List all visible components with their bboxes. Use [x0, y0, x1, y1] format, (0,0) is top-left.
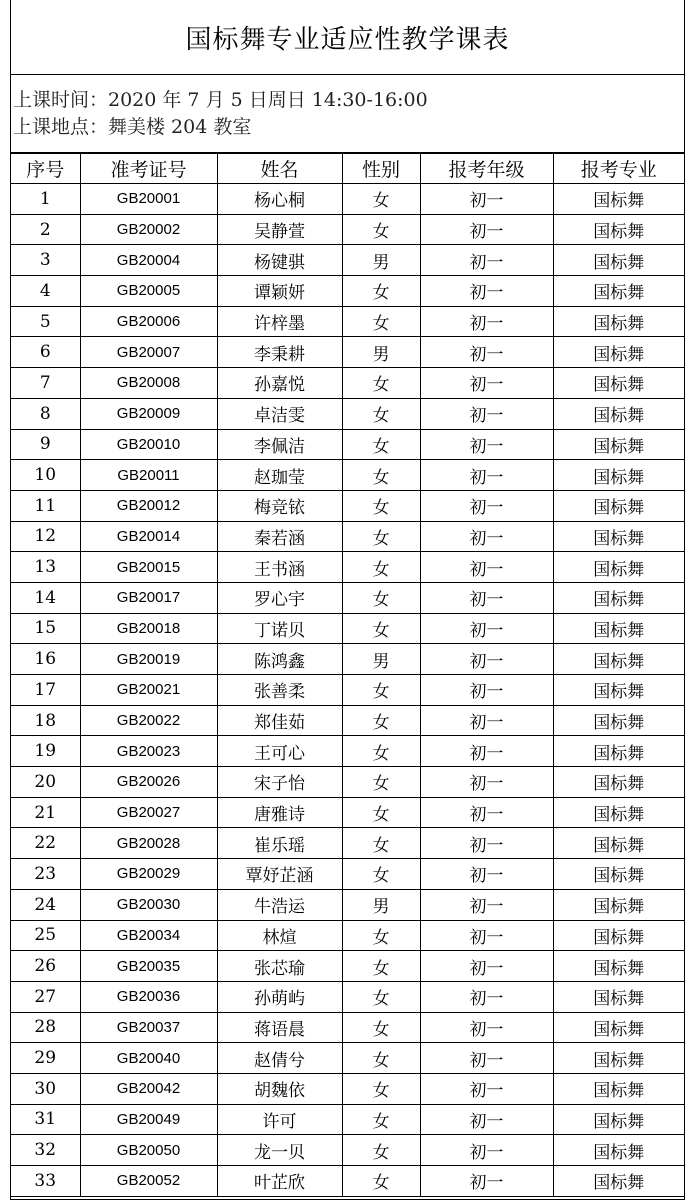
grade-cell: 初一 — [420, 552, 553, 583]
gender-cell: 女 — [342, 1135, 420, 1166]
major-cell: 国标舞 — [553, 613, 684, 644]
grade-cell: 初一 — [420, 306, 553, 337]
major-cell: 国标舞 — [553, 184, 684, 215]
grade-cell: 初一 — [420, 1012, 553, 1043]
exam-id-cell: GB20034 — [80, 920, 217, 951]
seq-cell: 13 — [11, 552, 80, 583]
table-body — [11, 184, 684, 1197]
grade-cell: 初一 — [420, 736, 553, 767]
seq-cell: 21 — [11, 797, 80, 828]
table-row — [11, 981, 684, 1012]
name-cell: 梅竞铱 — [217, 490, 342, 521]
seq-cell: 15 — [11, 613, 80, 644]
grade-cell: 初一 — [420, 398, 553, 429]
name-cell: 李佩洁 — [217, 429, 342, 460]
seq-cell: 6 — [11, 337, 80, 368]
seq-cell: 18 — [11, 705, 80, 736]
name-cell: 孙萌屿 — [217, 981, 342, 1012]
seq-cell: 32 — [11, 1135, 80, 1166]
gender-cell: 女 — [342, 920, 420, 951]
seq-cell: 29 — [11, 1043, 80, 1074]
class-location: 上课地点：舞美楼 204 教室 — [13, 116, 252, 138]
major-cell: 国标舞 — [553, 828, 684, 859]
gender-cell: 男 — [342, 337, 420, 368]
gender-cell: 女 — [342, 828, 420, 859]
seq-cell: 2 — [11, 214, 80, 245]
grade-cell: 初一 — [420, 490, 553, 521]
grade-cell: 初一 — [420, 582, 553, 613]
table-row — [11, 1073, 684, 1104]
grade-cell: 初一 — [420, 1104, 553, 1135]
major-cell: 国标舞 — [553, 644, 684, 675]
major-cell: 国标舞 — [553, 521, 684, 552]
major-cell: 国标舞 — [553, 245, 684, 276]
exam-id-cell: GB20014 — [80, 521, 217, 552]
major-cell: 国标舞 — [553, 797, 684, 828]
gender-cell: 男 — [342, 644, 420, 675]
exam-id-cell: GB20030 — [80, 889, 217, 920]
grade-cell: 初一 — [420, 675, 553, 706]
table-row — [11, 582, 684, 613]
major-cell: 国标舞 — [553, 582, 684, 613]
grade-cell: 初一 — [420, 1073, 553, 1104]
gender-cell: 女 — [342, 1012, 420, 1043]
seq-cell: 20 — [11, 767, 80, 798]
gender-cell: 女 — [342, 1166, 420, 1197]
major-cell: 国标舞 — [553, 1166, 684, 1197]
grade-cell: 初一 — [420, 1166, 553, 1197]
name-cell: 唐雅诗 — [217, 797, 342, 828]
seq-cell: 33 — [11, 1166, 80, 1197]
col-header-major: 报考专业 — [553, 154, 684, 184]
name-cell: 李秉耕 — [217, 337, 342, 368]
seq-cell: 30 — [11, 1073, 80, 1104]
table-row — [11, 675, 684, 706]
seq-cell: 26 — [11, 951, 80, 982]
gender-cell: 女 — [342, 490, 420, 521]
table-row — [11, 429, 684, 460]
name-cell: 吴静萱 — [217, 214, 342, 245]
exam-id-cell: GB20052 — [80, 1166, 217, 1197]
exam-id-cell: GB20035 — [80, 951, 217, 982]
gender-cell: 女 — [342, 1073, 420, 1104]
name-cell: 王书涵 — [217, 552, 342, 583]
gender-cell: 女 — [342, 797, 420, 828]
gender-cell: 女 — [342, 1043, 420, 1074]
gender-cell: 女 — [342, 767, 420, 798]
grade-cell: 初一 — [420, 184, 553, 215]
major-cell: 国标舞 — [553, 398, 684, 429]
exam-id-cell: GB20001 — [80, 184, 217, 215]
table-row — [11, 368, 684, 399]
col-header-gender: 性别 — [342, 154, 420, 184]
col-header-name: 姓名 — [217, 154, 342, 184]
exam-id-cell: GB20023 — [80, 736, 217, 767]
grade-cell: 初一 — [420, 276, 553, 307]
table-row — [11, 306, 684, 337]
seq-cell: 17 — [11, 675, 80, 706]
major-cell: 国标舞 — [553, 1043, 684, 1074]
exam-id-cell: GB20022 — [80, 705, 217, 736]
major-cell: 国标舞 — [553, 460, 684, 491]
grade-cell: 初一 — [420, 337, 553, 368]
gender-cell: 女 — [342, 521, 420, 552]
grade-cell: 初一 — [420, 460, 553, 491]
grade-cell: 初一 — [420, 951, 553, 982]
exam-id-cell: GB20008 — [80, 368, 217, 399]
grade-cell: 初一 — [420, 245, 553, 276]
name-cell: 孙嘉悦 — [217, 368, 342, 399]
exam-id-cell: GB20036 — [80, 981, 217, 1012]
gender-cell: 女 — [342, 736, 420, 767]
name-cell: 郑佳茹 — [217, 705, 342, 736]
table-row — [11, 705, 684, 736]
major-cell: 国标舞 — [553, 675, 684, 706]
major-cell: 国标舞 — [553, 920, 684, 951]
major-cell: 国标舞 — [553, 1135, 684, 1166]
seq-cell: 28 — [11, 1012, 80, 1043]
grade-cell: 初一 — [420, 613, 553, 644]
seq-cell: 27 — [11, 981, 80, 1012]
major-cell: 国标舞 — [553, 705, 684, 736]
name-cell: 宋子怡 — [217, 767, 342, 798]
gender-cell: 女 — [342, 184, 420, 215]
seq-cell: 9 — [11, 429, 80, 460]
seq-cell: 3 — [11, 245, 80, 276]
table-row — [11, 767, 684, 798]
seq-cell: 11 — [11, 490, 80, 521]
exam-id-cell: GB20049 — [80, 1104, 217, 1135]
seq-cell: 31 — [11, 1104, 80, 1135]
student-table — [11, 153, 684, 1197]
grade-cell: 初一 — [420, 767, 553, 798]
grade-cell: 初一 — [420, 1043, 553, 1074]
seq-cell: 14 — [11, 582, 80, 613]
col-header-exam-id: 准考证号 — [80, 154, 217, 184]
name-cell: 胡魏依 — [217, 1073, 342, 1104]
seq-cell: 16 — [11, 644, 80, 675]
seq-cell: 12 — [11, 521, 80, 552]
name-cell: 丁诺贝 — [217, 613, 342, 644]
grade-cell: 初一 — [420, 521, 553, 552]
table-row — [11, 184, 684, 215]
table-row — [11, 521, 684, 552]
name-cell: 秦若涵 — [217, 521, 342, 552]
exam-id-cell: GB20010 — [80, 429, 217, 460]
major-cell: 国标舞 — [553, 951, 684, 982]
gender-cell: 女 — [342, 951, 420, 982]
gender-cell: 男 — [342, 889, 420, 920]
table-row — [11, 1104, 684, 1135]
name-cell: 杨键骐 — [217, 245, 342, 276]
table-row — [11, 889, 684, 920]
name-cell: 杨心桐 — [217, 184, 342, 215]
table-row — [11, 490, 684, 521]
gender-cell: 女 — [342, 613, 420, 644]
name-cell: 崔乐瑶 — [217, 828, 342, 859]
table-row — [11, 797, 684, 828]
name-cell: 许可 — [217, 1104, 342, 1135]
name-cell: 许梓墨 — [217, 306, 342, 337]
exam-id-cell: GB20042 — [80, 1073, 217, 1104]
exam-id-cell: GB20050 — [80, 1135, 217, 1166]
gender-cell: 女 — [342, 429, 420, 460]
exam-id-cell: GB20005 — [80, 276, 217, 307]
exam-id-cell: GB20029 — [80, 859, 217, 890]
table-row — [11, 828, 684, 859]
exam-id-cell: GB20007 — [80, 337, 217, 368]
grade-cell: 初一 — [420, 859, 553, 890]
exam-id-cell: GB20021 — [80, 675, 217, 706]
grade-cell: 初一 — [420, 1135, 553, 1166]
gender-cell: 女 — [342, 981, 420, 1012]
major-cell: 国标舞 — [553, 214, 684, 245]
col-header-grade: 报考年级 — [420, 154, 553, 184]
exam-id-cell: GB20018 — [80, 613, 217, 644]
table-row — [11, 1012, 684, 1043]
major-cell: 国标舞 — [553, 767, 684, 798]
seq-cell: 4 — [11, 276, 80, 307]
name-cell: 覃妤芷涵 — [217, 859, 342, 890]
table-row — [11, 1043, 684, 1074]
seq-cell: 1 — [11, 184, 80, 215]
exam-id-cell: GB20026 — [80, 767, 217, 798]
exam-id-cell: GB20017 — [80, 582, 217, 613]
exam-id-cell: GB20037 — [80, 1012, 217, 1043]
table-row — [11, 859, 684, 890]
table-row — [11, 951, 684, 982]
grade-cell: 初一 — [420, 368, 553, 399]
gender-cell: 女 — [342, 552, 420, 583]
class-info — [11, 75, 684, 153]
name-cell: 卓洁雯 — [217, 398, 342, 429]
table-row — [11, 276, 684, 307]
grade-cell: 初一 — [420, 214, 553, 245]
grade-cell: 初一 — [420, 828, 553, 859]
exam-id-cell: GB20009 — [80, 398, 217, 429]
seq-cell: 7 — [11, 368, 80, 399]
major-cell: 国标舞 — [553, 337, 684, 368]
exam-id-cell: GB20015 — [80, 552, 217, 583]
name-cell: 赵倩兮 — [217, 1043, 342, 1074]
exam-id-cell: GB20028 — [80, 828, 217, 859]
name-cell: 林煊 — [217, 920, 342, 951]
major-cell: 国标舞 — [553, 1104, 684, 1135]
seq-cell: 24 — [11, 889, 80, 920]
grade-cell: 初一 — [420, 920, 553, 951]
major-cell: 国标舞 — [553, 981, 684, 1012]
table-row — [11, 337, 684, 368]
gender-cell: 女 — [342, 460, 420, 491]
exam-id-cell: GB20040 — [80, 1043, 217, 1074]
gender-cell: 女 — [342, 582, 420, 613]
name-cell: 张芯瑜 — [217, 951, 342, 982]
table-row — [11, 736, 684, 767]
seq-cell: 25 — [11, 920, 80, 951]
name-cell: 张善柔 — [217, 675, 342, 706]
seq-cell: 8 — [11, 398, 80, 429]
schedule-sheet — [10, 0, 685, 1200]
name-cell: 蒋语晨 — [217, 1012, 342, 1043]
exam-id-cell: GB20027 — [80, 797, 217, 828]
major-cell: 国标舞 — [553, 859, 684, 890]
name-cell: 赵珈莹 — [217, 460, 342, 491]
exam-id-cell: GB20004 — [80, 245, 217, 276]
grade-cell: 初一 — [420, 705, 553, 736]
grade-cell: 初一 — [420, 429, 553, 460]
class-time: 上课时间：2020 年 7 月 5 日周日 14:30-16:00 — [13, 89, 428, 111]
table-row — [11, 1135, 684, 1166]
exam-id-cell: GB20011 — [80, 460, 217, 491]
major-cell: 国标舞 — [553, 552, 684, 583]
table-row — [11, 214, 684, 245]
major-cell: 国标舞 — [553, 490, 684, 521]
name-cell: 牛浩运 — [217, 889, 342, 920]
table-row — [11, 460, 684, 491]
table-row — [11, 552, 684, 583]
exam-id-cell: GB20019 — [80, 644, 217, 675]
seq-cell: 10 — [11, 460, 80, 491]
gender-cell: 女 — [342, 214, 420, 245]
gender-cell: 女 — [342, 306, 420, 337]
table-row — [11, 245, 684, 276]
exam-id-cell: GB20012 — [80, 490, 217, 521]
table-header-row — [11, 154, 684, 184]
table-row — [11, 644, 684, 675]
table-row — [11, 1166, 684, 1197]
name-cell: 陈鸿鑫 — [217, 644, 342, 675]
major-cell: 国标舞 — [553, 368, 684, 399]
gender-cell: 女 — [342, 368, 420, 399]
name-cell: 谭颖妍 — [217, 276, 342, 307]
gender-cell: 女 — [342, 675, 420, 706]
name-cell: 龙一贝 — [217, 1135, 342, 1166]
col-header-seq: 序号 — [11, 154, 80, 184]
major-cell: 国标舞 — [553, 276, 684, 307]
seq-cell: 5 — [11, 306, 80, 337]
table-row — [11, 398, 684, 429]
major-cell: 国标舞 — [553, 429, 684, 460]
name-cell: 叶芷欣 — [217, 1166, 342, 1197]
gender-cell: 女 — [342, 859, 420, 890]
exam-id-cell: GB20002 — [80, 214, 217, 245]
gender-cell: 女 — [342, 705, 420, 736]
gender-cell: 女 — [342, 398, 420, 429]
grade-cell: 初一 — [420, 644, 553, 675]
name-cell: 王可心 — [217, 736, 342, 767]
major-cell: 国标舞 — [553, 306, 684, 337]
gender-cell: 男 — [342, 245, 420, 276]
grade-cell: 初一 — [420, 797, 553, 828]
major-cell: 国标舞 — [553, 1012, 684, 1043]
seq-cell: 23 — [11, 859, 80, 890]
major-cell: 国标舞 — [553, 889, 684, 920]
exam-id-cell: GB20006 — [80, 306, 217, 337]
major-cell: 国标舞 — [553, 736, 684, 767]
grade-cell: 初一 — [420, 889, 553, 920]
grade-cell: 初一 — [420, 981, 553, 1012]
page-title: 国标舞专业适应性教学课表 — [11, 0, 684, 75]
seq-cell: 19 — [11, 736, 80, 767]
gender-cell: 女 — [342, 1104, 420, 1135]
table-row — [11, 613, 684, 644]
table-row — [11, 920, 684, 951]
seq-cell: 22 — [11, 828, 80, 859]
name-cell: 罗心宇 — [217, 582, 342, 613]
gender-cell: 女 — [342, 276, 420, 307]
major-cell: 国标舞 — [553, 1073, 684, 1104]
